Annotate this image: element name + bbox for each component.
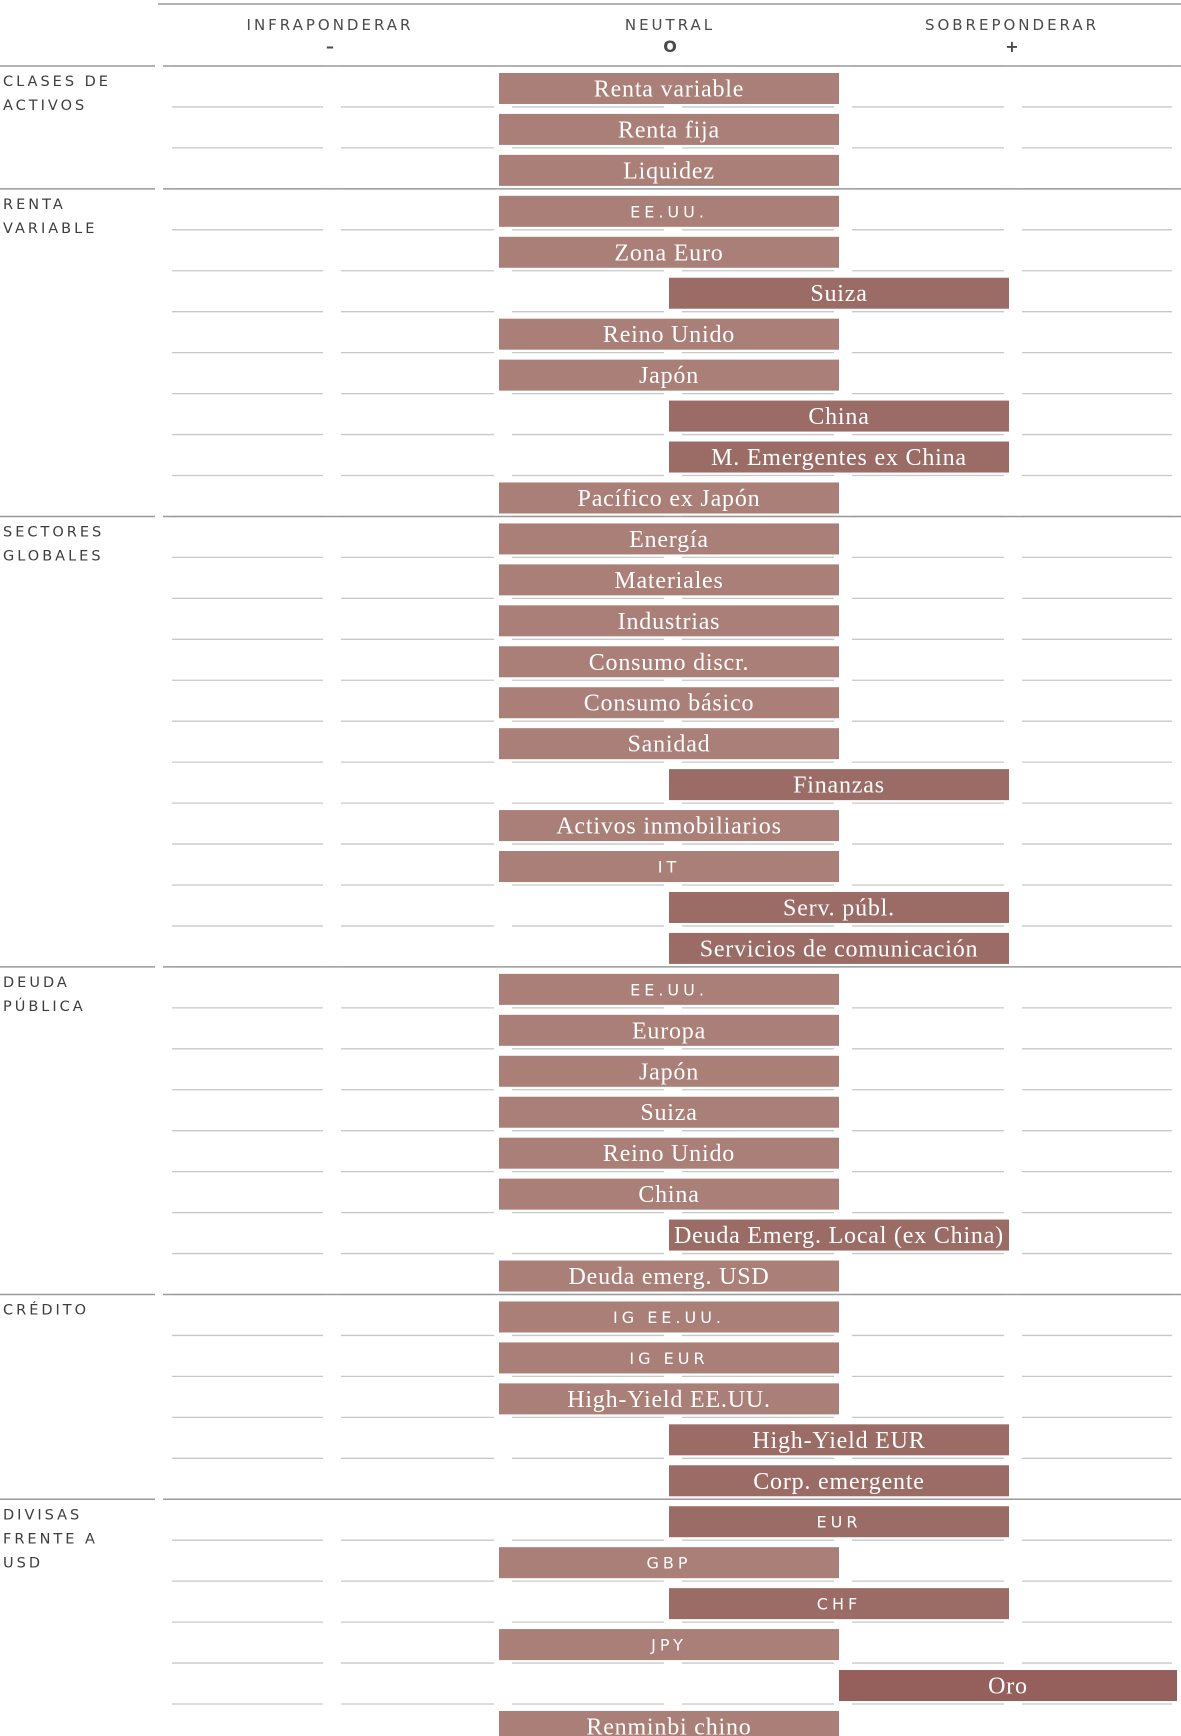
section-title: CRÉDITO [3, 1302, 90, 1319]
rating-label: China [808, 404, 870, 431]
section-title: CLASES DE [3, 74, 111, 90]
rating-label: Consumo básico [583, 690, 755, 717]
rating-label: Industrias [617, 608, 721, 635]
rating-label: Reino Unido [602, 1141, 736, 1168]
rating-label: Energía [629, 526, 709, 553]
rating-label: Deuda Emerg. Local (ex China) [674, 1223, 1004, 1250]
rating-label: Finanzas [793, 772, 885, 799]
rating-label: Activos inmobiliarios [556, 813, 782, 840]
rating-label: Europa [631, 1018, 707, 1045]
section-title: DIVISAS [3, 1507, 83, 1524]
rating-label: Reino Unido [602, 322, 736, 349]
rating-label: Servicios de comunicación [699, 936, 979, 963]
rating-label: Renta fija [618, 117, 720, 144]
rating-label: High-Yield EUR [752, 1427, 926, 1454]
rating-bars [499, 73, 1177, 1736]
rating-label: Sanidad [627, 731, 711, 758]
column-header-0: INFRAPONDERAR [246, 16, 414, 34]
rating-label: Consumo discr. [588, 649, 750, 676]
section-title: DEUDA [3, 974, 70, 991]
section-title: SECTORES [3, 524, 105, 541]
rating-label: JPY [651, 1635, 687, 1655]
column-headers [247, 16, 1100, 56]
section-title: GLOBALES [3, 548, 104, 565]
rating-label: Renminbi chino [586, 1714, 752, 1736]
rating-label: CHF [816, 1594, 862, 1614]
column-header-2: SOBREPONDERAR [924, 16, 1100, 34]
rating-label: High-Yield EE.UU. [567, 1386, 771, 1413]
rating-label: Serv. públ. [783, 895, 895, 922]
rating-label: Japón [639, 1059, 699, 1086]
rating-label: China [638, 1182, 700, 1209]
section-title: VARIABLE [3, 220, 98, 237]
rating-label: Suiza [640, 1100, 698, 1127]
rating-label: IT [657, 857, 681, 877]
section-title: USD [3, 1555, 43, 1572]
column-header-1: NEUTRAL [624, 16, 716, 34]
section-title: ACTIVOS [3, 98, 88, 114]
rating-label: Liquidez [623, 158, 715, 185]
section-title: PÚBLICA [3, 998, 86, 1015]
section-title: FRENTE A [3, 1531, 98, 1548]
rating-label: Japón [639, 363, 699, 390]
rating-label: IG EE.UU. [612, 1307, 726, 1327]
rating-label: M. Emergentes ex China [711, 445, 967, 472]
rating-label: EE.UU. [630, 202, 708, 222]
column-symbol-1: O [663, 37, 677, 56]
rating-label: Corp. emergente [753, 1468, 925, 1495]
rating-label: IG EUR [629, 1348, 709, 1368]
rating-label: Pacífico ex Japón [577, 485, 761, 512]
section-title: RENTA [3, 196, 66, 213]
rating-label: GBP [646, 1553, 692, 1573]
rating-label: EE.UU. [630, 980, 708, 1000]
rating-label: Deuda emerg. USD [568, 1264, 770, 1291]
rating-label: Suiza [810, 281, 868, 308]
column-symbol-0: – [326, 37, 334, 56]
rating-label: Renta variable [593, 76, 745, 103]
rating-label: Materiales [614, 567, 724, 594]
column-symbol-2: + [1005, 37, 1019, 56]
rating-label: Zona Euro [614, 240, 724, 267]
rating-label: EUR [816, 1512, 862, 1532]
rating-label: Oro [988, 1673, 1028, 1700]
